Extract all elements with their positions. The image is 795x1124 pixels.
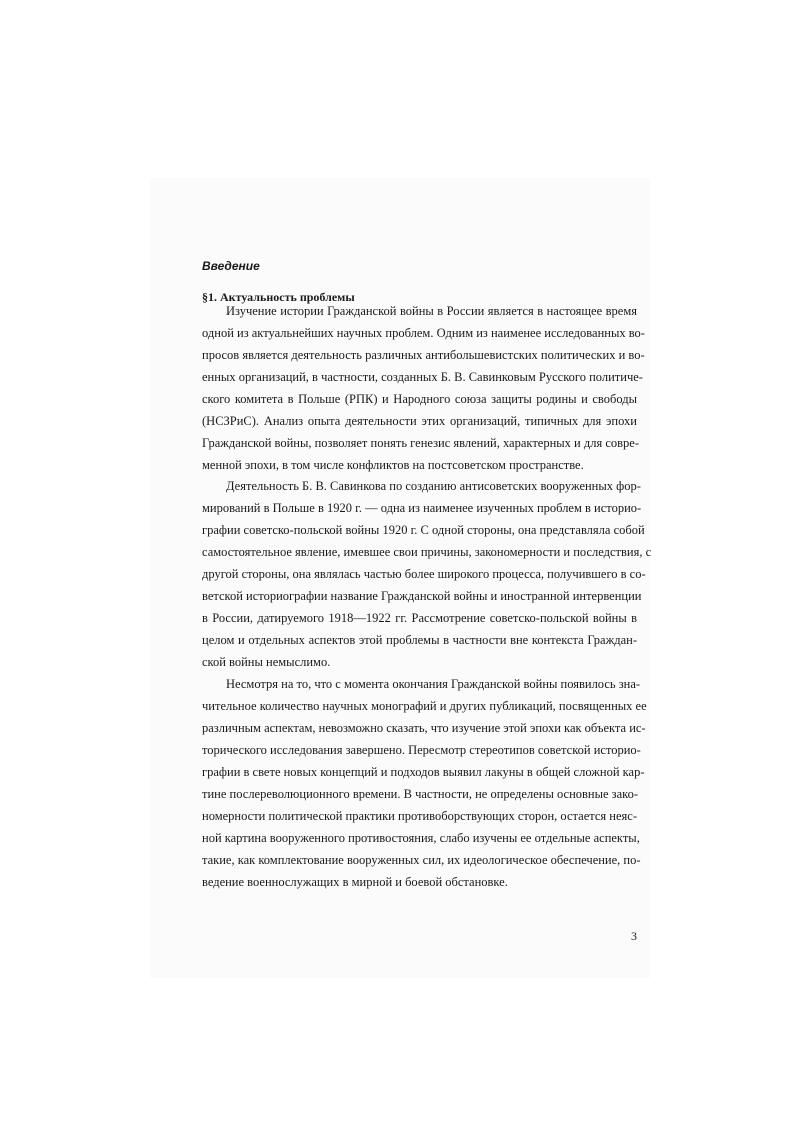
text-line: номерности политической практики противоборствующих сторон, остается неяс- bbox=[202, 809, 637, 823]
text-line: Гражданской войны, позволяет понять генезис явлений, характерных и для совре- bbox=[202, 436, 639, 450]
text-line: Деятельность Б. В. Савинкова по созданию антисоветских вооруженных фор- bbox=[226, 479, 641, 493]
text-line: ского комитета в Польше (РПК) и Народного союза защиты родины и свободы bbox=[202, 392, 637, 406]
text-line: графии советско-польской войны 1920 г. С одной стороны, она представляла собой bbox=[202, 523, 645, 537]
section-title: §1. Актуальность проблемы bbox=[202, 290, 355, 304]
text-line: другой стороны, она являлась частью более широкого процесса, получившего в со- bbox=[202, 567, 646, 581]
text-line: торического исследования завершено. Пересмотр стереотипов советской историо- bbox=[202, 743, 641, 757]
text-line: просов является деятельность различных антибольшевистских политических и во- bbox=[202, 348, 645, 362]
text-line: ской войны немыслимо. bbox=[202, 655, 331, 669]
text-line: (НСЗРиС). Анализ опыта деятельности этих организаций, типичных для эпохи bbox=[202, 414, 637, 428]
text-line: ветской историографии название Гражданской войны и иностранной интервенции bbox=[202, 589, 642, 603]
text-line: различным аспектам, невозможно сказать, что изучение этой эпохи как объекта ис- bbox=[202, 721, 646, 735]
chapter-title: Введение bbox=[202, 259, 260, 273]
text-line: менной эпохи, в том числе конфликтов на постсоветском пространстве. bbox=[202, 458, 584, 472]
page-number: 3 bbox=[631, 929, 637, 943]
text-line: Изучение истории Гражданской войны в России является в настоящее время bbox=[226, 304, 637, 318]
text-line: чительное количество научных монографий и других публикаций, посвященных ее bbox=[202, 699, 647, 713]
text-line: одной из актуальнейших научных проблем. Одним из наименее исследованных во- bbox=[202, 326, 645, 340]
text-line: целом и отдельных аспектов этой проблемы в частности вне контекста Граждан- bbox=[202, 633, 637, 647]
text-line: ведение военнослужащих в мирной и боевой обстановке. bbox=[202, 875, 508, 889]
text-line: в России, датируемого 1918—1922 гг. Рассмотрение советско-польской войны в bbox=[202, 611, 637, 625]
text-line: такие, как комплектование вооруженных сил, их идеологическое обеспечение, по- bbox=[202, 853, 641, 867]
text-line: ной картина вооруженного противостояния, слабо изучены ее отдельные аспекты, bbox=[202, 831, 640, 845]
text-line: самостоятельное явление, имевшее свои причины, закономерности и последствия, с bbox=[202, 545, 652, 559]
text-line: тине послереволюционного времени. В частности, не определены основные зако- bbox=[202, 787, 639, 801]
text-line: графии в свете новых концепций и подходов выявил лакуны в общей сложной кар- bbox=[202, 765, 645, 779]
text-line: Несмотря на то, что с момента окончания Гражданской войны появилось зна- bbox=[226, 677, 641, 691]
text-line: енных организаций, в частности, созданных Б. В. Савинковым Русского политиче- bbox=[202, 370, 643, 384]
text-line: мирований в Польше в 1920 г. — одна из наименее изученных проблем в историо- bbox=[202, 501, 642, 515]
